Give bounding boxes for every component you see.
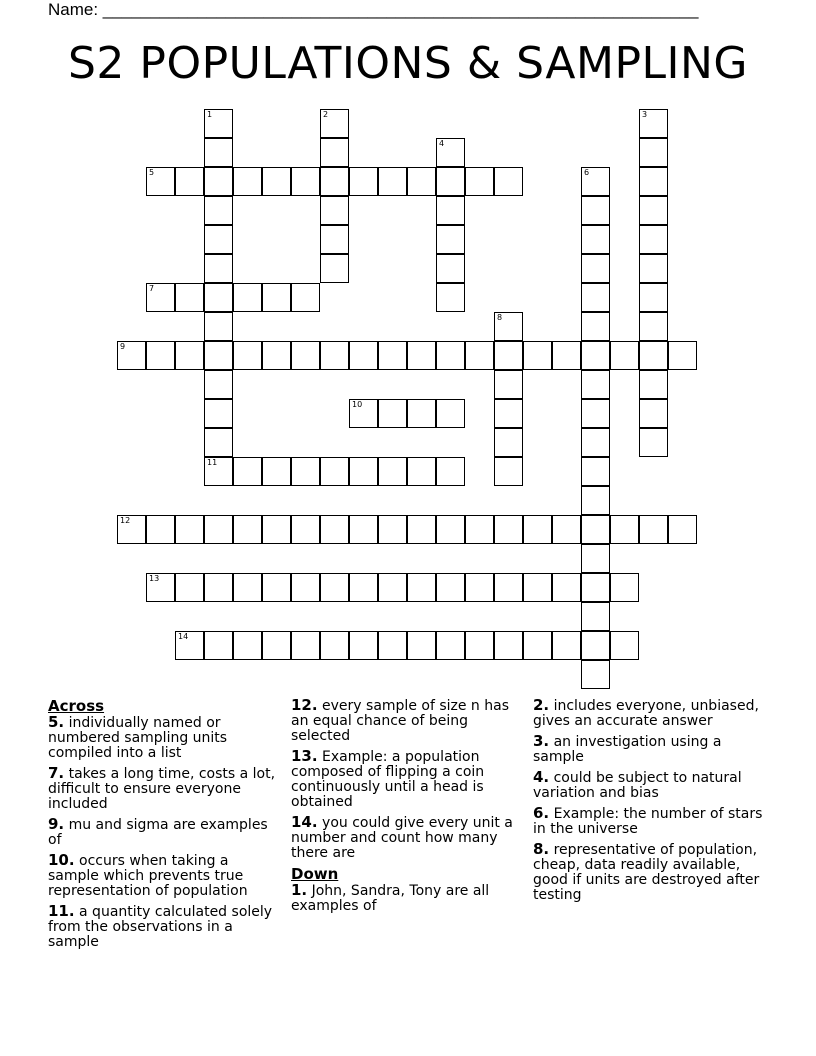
crossword-cell[interactable] [639,138,668,167]
crossword-cell[interactable] [233,167,262,196]
clues-column-1 [48,698,280,955]
crossword-cell[interactable] [349,631,378,660]
name-field[interactable]: Name: _______________________________________________________________ [48,0,699,19]
crossword-cell[interactable] [320,631,349,660]
crossword-cell[interactable] [523,341,552,370]
clue-number: 13 [149,574,160,583]
crossword-cell[interactable] [349,457,378,486]
crossword-cell[interactable] [610,631,639,660]
crossword-cell[interactable] [262,283,291,312]
crossword-cell[interactable] [436,631,465,660]
clue-number: 6 [584,168,590,177]
crossword-cell[interactable] [378,573,407,602]
crossword-cell[interactable] [639,312,668,341]
crossword-cell[interactable] [494,167,523,196]
clue-across-13: 13. Example: a population composed of flipping a coin continuously until a head is obtained [291,747,485,810]
across-heading: Across [48,697,105,715]
crossword-cell[interactable] [262,457,291,486]
crossword-cell[interactable] [494,399,523,428]
crossword-cell[interactable] [668,341,697,370]
clue-number: 5 [149,168,155,177]
clue-number: 7 [149,284,155,293]
crossword-cell[interactable] [639,428,668,457]
crossword-cell[interactable] [523,631,552,660]
crossword-cell[interactable] [291,515,320,544]
crossword-cell[interactable] [639,225,668,254]
crossword-cell[interactable] [436,399,465,428]
crossword-cell[interactable] [291,341,320,370]
crossword-cell[interactable] [349,341,378,370]
crossword-cell[interactable] [378,341,407,370]
crossword-cell[interactable] [668,515,697,544]
crossword-cell[interactable] [639,341,668,370]
crossword-cell[interactable] [581,312,610,341]
crossword-cell[interactable] [175,631,204,660]
crossword-cell[interactable] [291,283,320,312]
crossword-cell[interactable] [204,283,233,312]
crossword-cell[interactable] [581,457,610,486]
crossword-cell[interactable] [465,167,494,196]
crossword-cell[interactable] [494,370,523,399]
crossword-cell[interactable] [378,167,407,196]
crossword-cell[interactable] [465,573,494,602]
crossword-cell[interactable] [436,254,465,283]
crossword-cell[interactable] [320,457,349,486]
crossword-cell[interactable] [378,631,407,660]
crossword-cell[interactable] [233,631,262,660]
crossword-cell[interactable] [146,515,175,544]
crossword-cell[interactable] [204,370,233,399]
crossword-cell[interactable] [552,515,581,544]
clue-across-14: 14. you could give every unit a number and count how many there are [291,813,513,861]
crossword-cell[interactable] [494,631,523,660]
clue-across-11: 11. a quantity calculated solely from the observations in a sample [48,902,273,950]
crossword-cell[interactable] [349,399,378,428]
clue-number: 3 [642,110,648,119]
crossword-cell[interactable] [146,167,175,196]
crossword-cell[interactable] [291,457,320,486]
crossword-cell[interactable] [204,399,233,428]
crossword-cell[interactable] [204,631,233,660]
crossword-cell[interactable] [291,573,320,602]
crossword-cell[interactable] [262,573,291,602]
crossword-cell[interactable] [639,109,668,138]
crossword-cell[interactable] [407,399,436,428]
crossword-cell[interactable] [233,573,262,602]
crossword-cell[interactable] [436,457,465,486]
crossword-cell[interactable] [175,515,204,544]
crossword-cell[interactable] [320,341,349,370]
crossword-cell[interactable] [581,225,610,254]
crossword-cell[interactable] [436,515,465,544]
crossword-cell[interactable] [436,341,465,370]
crossword-cell[interactable] [552,341,581,370]
crossword-cell[interactable] [465,341,494,370]
crossword-cell[interactable] [436,167,465,196]
crossword-cell[interactable] [378,457,407,486]
crossword-cell[interactable] [175,167,204,196]
clue-down-1: 1. John, Sandra, Tony are all examples of [291,881,490,914]
crossword-cell[interactable] [291,631,320,660]
clue-down-3: 3. an investigation using a sample [533,732,722,765]
crossword-cell[interactable] [523,573,552,602]
clue-across-10: 10. occurs when taking a sample which prevents true representation of population [48,851,248,899]
crossword-cell[interactable] [552,573,581,602]
crossword-cell[interactable] [581,602,610,631]
clue-across-5: 5. individually named or numbered sampling units compiled into a list [48,713,228,761]
crossword-cell[interactable] [494,341,523,370]
clue-number: 8 [497,313,503,322]
clue-number: 9 [120,342,126,351]
clue-number: 1 [207,110,213,119]
crossword-cell[interactable] [436,225,465,254]
crossword-cell[interactable] [407,631,436,660]
clues-column-3 [533,698,765,908]
crossword-cell[interactable] [581,399,610,428]
crossword-cell[interactable] [204,138,233,167]
crossword-cell[interactable] [204,573,233,602]
clue-number: 14 [178,632,189,641]
crossword-cell[interactable] [581,631,610,660]
clue-across-9: 9. mu and sigma are examples of [48,815,268,848]
crossword-cell[interactable] [320,196,349,225]
crossword-cell[interactable] [291,167,320,196]
crossword-cell[interactable] [639,283,668,312]
crossword-cell[interactable] [204,515,233,544]
crossword-cell[interactable] [494,573,523,602]
crossword-cell[interactable] [407,167,436,196]
crossword-cell[interactable] [204,109,233,138]
crossword-cell[interactable] [204,225,233,254]
crossword-cell[interactable] [581,283,610,312]
crossword-cell[interactable] [146,341,175,370]
crossword-cell[interactable] [610,573,639,602]
crossword-cell[interactable] [146,283,175,312]
crossword-cell[interactable] [436,283,465,312]
crossword-cell[interactable] [552,631,581,660]
crossword-cell[interactable] [349,515,378,544]
crossword-cell[interactable] [465,515,494,544]
crossword-cell[interactable] [320,573,349,602]
crossword-cell[interactable] [146,573,175,602]
crossword-cell[interactable] [320,109,349,138]
crossword-cell[interactable] [233,515,262,544]
crossword-cell[interactable] [581,167,610,196]
crossword-cell[interactable] [320,167,349,196]
clue-across-12: 12. every sample of size n has an equal chance of being selected [291,696,509,744]
crossword-cell[interactable] [581,254,610,283]
clue-down-8: 8. representative of population, cheap, data readily available, good if units are destroyed after testing [533,840,760,903]
page-title: S2 POPULATIONS & SAMPLING [68,38,748,89]
crossword-cell[interactable] [204,254,233,283]
crossword-cell[interactable] [262,167,291,196]
clue-down-6: 6. Example: the number of stars in the universe [533,804,763,837]
crossword-cell[interactable] [581,660,610,689]
crossword-cell[interactable] [175,573,204,602]
crossword-cell[interactable] [639,196,668,225]
crossword-cell[interactable] [581,370,610,399]
crossword-cell[interactable] [378,515,407,544]
crossword-cell[interactable] [639,515,668,544]
crossword-cell[interactable] [581,196,610,225]
clue-across-7: 7. takes a long time, costs a lot, difficult to ensure everyone included [48,764,276,812]
crossword-cell[interactable] [320,138,349,167]
clue-number: 2 [323,110,329,119]
crossword-cell[interactable] [204,457,233,486]
crossword-cell[interactable] [233,457,262,486]
crossword-cell[interactable] [233,283,262,312]
crossword-cell[interactable] [262,515,291,544]
crossword-cell[interactable] [233,341,262,370]
crossword-cell[interactable] [639,254,668,283]
crossword-cell[interactable] [639,167,668,196]
crossword-cell[interactable] [436,573,465,602]
crossword-cell[interactable] [436,138,465,167]
crossword-cell[interactable] [175,341,204,370]
clue-down-4: 4. could be subject to natural variation and bias [533,768,742,801]
crossword-cell[interactable] [494,428,523,457]
clue-number: 12 [120,516,131,525]
crossword-cell[interactable] [349,167,378,196]
crossword-cell[interactable] [175,283,204,312]
crossword-cell[interactable] [610,515,639,544]
crossword-cell[interactable] [407,515,436,544]
clue-number: 11 [207,458,218,467]
crossword-cell[interactable] [117,341,146,370]
clues-column-2 [291,698,523,919]
crossword-cell[interactable] [581,486,610,515]
crossword-cell[interactable] [204,341,233,370]
crossword-cell[interactable] [639,370,668,399]
crossword-cell[interactable] [320,254,349,283]
clue-number: 10 [352,400,363,409]
crossword-cell[interactable] [204,196,233,225]
crossword-cell[interactable] [117,515,146,544]
crossword-cell[interactable] [204,428,233,457]
crossword-cell[interactable] [262,631,291,660]
crossword-cell[interactable] [494,457,523,486]
crossword-cell[interactable] [320,515,349,544]
crossword-cell[interactable] [639,399,668,428]
crossword-cell[interactable] [523,515,552,544]
crossword-cell[interactable] [494,312,523,341]
crossword-cell[interactable] [581,515,610,544]
crossword-cell[interactable] [581,428,610,457]
crossword-cell[interactable] [204,312,233,341]
crossword-cell[interactable] [407,573,436,602]
crossword-cell[interactable] [349,573,378,602]
crossword-cell[interactable] [581,341,610,370]
crossword-cell[interactable] [378,399,407,428]
down-heading: Down [291,865,339,883]
clue-down-2: 2. includes everyone, unbiased, gives an accurate answer [533,696,759,729]
crossword-cell[interactable] [581,544,610,573]
crossword-cell[interactable] [465,631,494,660]
crossword-cell[interactable] [407,341,436,370]
crossword-cell[interactable] [262,341,291,370]
crossword-cell[interactable] [407,457,436,486]
clue-number: 4 [439,139,445,148]
crossword-cell[interactable] [204,167,233,196]
crossword-cell[interactable] [436,196,465,225]
crossword-cell[interactable] [320,225,349,254]
crossword-cell[interactable] [494,515,523,544]
crossword-cell[interactable] [581,573,610,602]
crossword-cell[interactable] [610,341,639,370]
